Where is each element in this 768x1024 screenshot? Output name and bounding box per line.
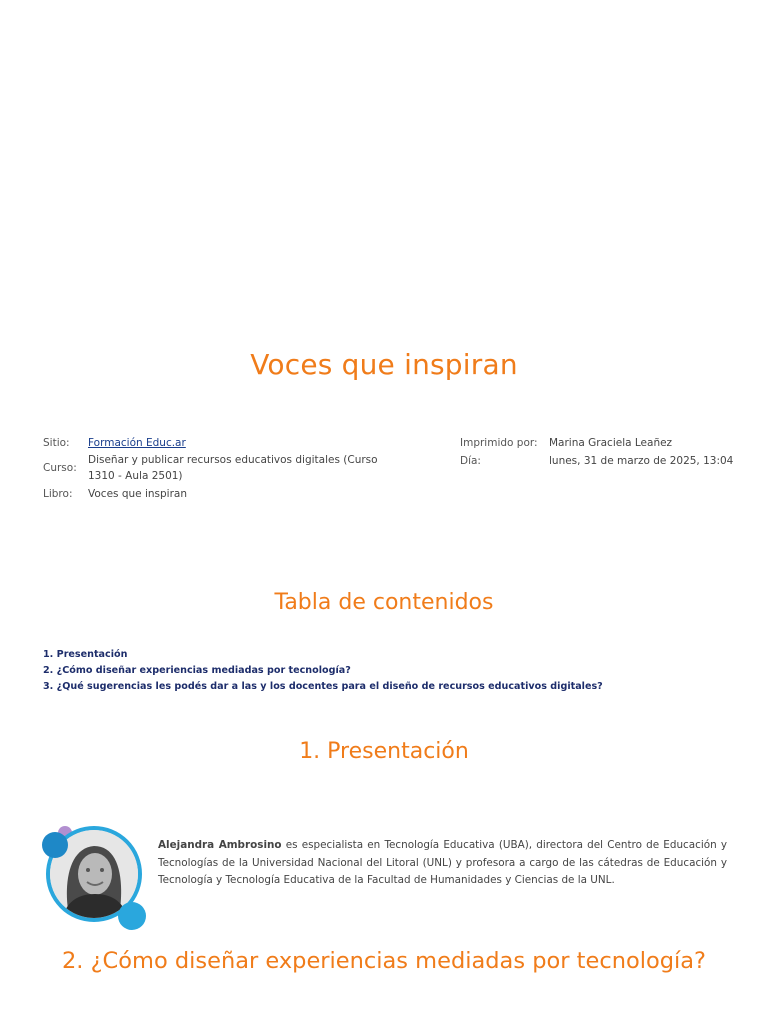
meta-left: [43, 435, 403, 505]
decor-dot-blue-top: [42, 832, 68, 858]
toc-item[interactable]: 2. ¿Cómo diseñar experiencias mediadas por tecnología?: [43, 665, 351, 676]
avatar: [40, 822, 152, 932]
site-label: Sitio:: [43, 437, 70, 449]
bio-text: es especialista en Tecnología Educativa (UBA), directora del Centro de Educación y Tecnologías de la Universidad Nacional del Litoral (UNL) y profesora a cargo de las cátedras de Educación y Tecnología y Tecnología Educativa de la Facultad de Humanidades y Ciencias de la UNL.: [158, 839, 727, 886]
course-value-line2: 1310 - Aula 2501): [88, 470, 183, 482]
book-value: Voces que inspiran: [88, 488, 187, 500]
bio-paragraph: [158, 837, 727, 890]
day-value: lunes, 31 de marzo de 2025, 13:04: [549, 455, 734, 467]
printed-by-value: Marina Graciela Leañez: [549, 437, 673, 449]
meta-right: [460, 435, 750, 471]
toc-item[interactable]: 3. ¿Qué sugerencias les podés dar a las y los docentes para el diseño de recursos educativos digitales?: [43, 681, 603, 692]
decor-dot-blue-bottom: [118, 902, 146, 930]
day-label: Día:: [460, 455, 481, 467]
section2-title: 2. ¿Cómo diseñar experiencias mediadas por tecnología?: [61, 948, 707, 974]
site-link[interactable]: Formación Educ.ar: [88, 437, 186, 449]
book-label: Libro:: [43, 488, 73, 500]
course-value-line1: Diseñar y publicar recursos educativos digitales (Curso: [88, 454, 378, 466]
bio-name: Alejandra Ambrosino: [158, 839, 282, 851]
printed-by-label: Imprimido por:: [460, 437, 538, 449]
course-label: Curso:: [43, 462, 77, 474]
toc-list: [43, 647, 603, 695]
section1-title: 1. Presentación: [299, 739, 469, 764]
book-title: Voces que inspiran: [250, 348, 518, 381]
toc-item[interactable]: 1. Presentación: [43, 649, 128, 660]
toc-title: Tabla de contenidos: [274, 590, 494, 615]
